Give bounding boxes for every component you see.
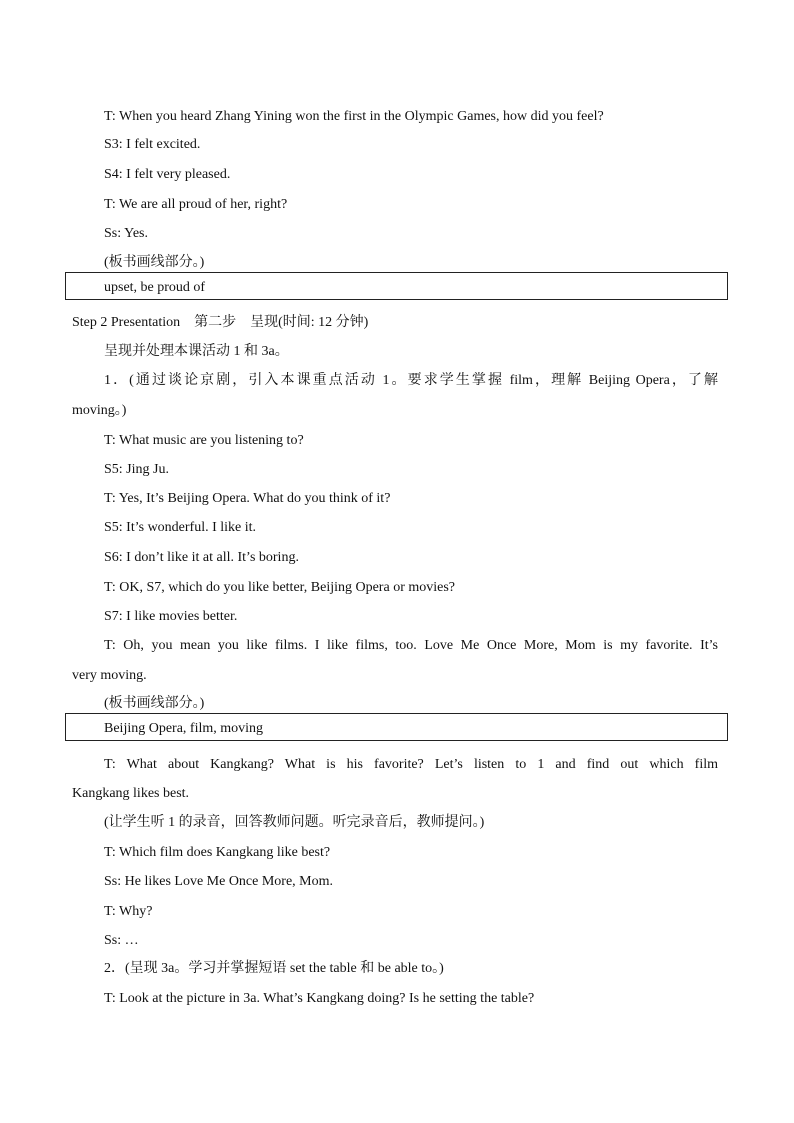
board-note: (板书画线部分。) xyxy=(104,696,205,711)
dialogue-line: Kangkang likes best. xyxy=(72,786,190,801)
instruction-line: (让学生听 1 的录音，回答教师问题。听完录音后，教师提问。) xyxy=(104,815,485,830)
dialogue-line: S5: Jing Ju. xyxy=(104,462,169,477)
dialogue-line: T: Which film does Kangkang like best? xyxy=(104,845,331,860)
dialogue-line: Ss: Yes. xyxy=(104,226,148,241)
instruction-line: moving。) xyxy=(72,403,127,418)
dialogue-line: T: OK, S7, which do you like better, Beijing Opera or movies? xyxy=(104,580,456,595)
dialogue-line: S3: I felt excited. xyxy=(104,137,201,152)
dialogue-line: S7: I like movies better. xyxy=(104,609,238,624)
dialogue-line: T: We are all proud of her, right? xyxy=(104,197,288,212)
dialogue-line: T: Yes, It’s Beijing Opera. What do you think of it? xyxy=(104,491,391,506)
dialogue-line: Ss: … xyxy=(104,933,139,948)
dialogue-line: S6: I don’t like it at all. It’s boring. xyxy=(104,550,299,565)
dialogue-line: T: Why? xyxy=(104,904,153,919)
dialogue-line: very moving. xyxy=(72,668,147,683)
instruction-line: 呈现并处理本课活动 1 和 3a。 xyxy=(104,344,289,359)
blackboard-box xyxy=(65,272,728,300)
dialogue-line: S4: I felt very pleased. xyxy=(104,167,231,182)
dialogue-line: T: What about Kangkang? What is his favorite? Let’s listen to 1 and find out which film xyxy=(104,757,718,772)
blackboard-text: upset, be proud of xyxy=(104,280,206,295)
instruction-line: 2．(呈现 3a。学习并掌握短语 set the table 和 be able to。) xyxy=(104,961,444,976)
dialogue-line: T: When you heard Zhang Yining won the first in the Olympic Games, how did you feel? xyxy=(104,109,604,124)
blackboard-text: Beijing Opera, film, moving xyxy=(104,721,264,736)
step-heading: Step 2 Presentation 第二步 呈现(时间: 12 分钟) xyxy=(72,315,369,330)
dialogue-line: T: Oh, you mean you like films. I like films, too. Love Me Once More, Mom is my favorite. It’s xyxy=(104,638,718,653)
dialogue-line: Ss: He likes Love Me Once More, Mom. xyxy=(104,874,334,889)
blackboard-box xyxy=(65,713,728,741)
dialogue-line: S5: It’s wonderful. I like it. xyxy=(104,520,257,535)
dialogue-line: T: Look at the picture in 3a. What’s Kangkang doing? Is he setting the table? xyxy=(104,991,535,1006)
instruction-line: 1．(通过谈论京剧，引入本课重点活动 1。要求学生掌握 film，理解 Beijing Opera，了解 xyxy=(104,373,718,388)
board-note: (板书画线部分。) xyxy=(104,255,205,270)
dialogue-line: T: What music are you listening to? xyxy=(104,433,304,448)
